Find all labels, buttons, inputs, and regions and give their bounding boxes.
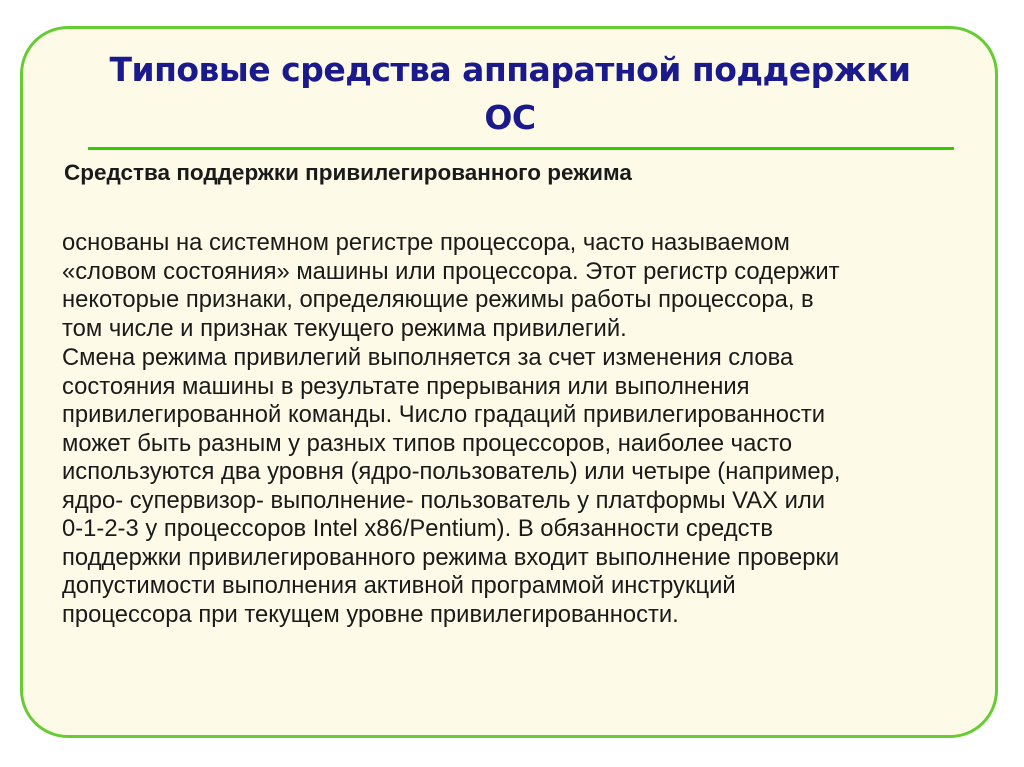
text-line: том числе и признак текущего режима привилегий.	[62, 314, 627, 342]
text-line: некоторые признаки, определяющие режимы работы процессора, в	[62, 286, 814, 313]
text-line: может быть разным у разных типов процессоров, наиболее часто	[62, 429, 793, 457]
title-line: ОС	[484, 98, 536, 137]
text-line: ядро- супервизор- выполнение- пользователь у платформы VAX или	[62, 486, 826, 514]
text-line: привилегированной команды. Число градаций привилегированности	[62, 401, 826, 428]
subtitle: Средства поддержки привилегированного режима	[64, 160, 632, 185]
text-line: состояния машины в результате прерывания или выполнения	[62, 372, 750, 400]
text-line: допустимости выполнения активной программой инструкций	[62, 572, 736, 599]
title-divider	[88, 147, 954, 150]
text-line: основаны на системном регистре процессора, часто называемом	[62, 229, 790, 256]
text-line: процессора при текущем уровне привилегированности.	[62, 600, 679, 628]
paragraph-1	[62, 229, 972, 343]
paragraph-2	[62, 344, 972, 629]
text-line: используются два уровня (ядро-пользователь) или четыре (например,	[62, 458, 841, 485]
text-line: 0-1-2-3 у процессоров Intel x86/Pentium). В обязанности средств	[62, 515, 774, 542]
title-line: Типовые средства аппаратной поддержки	[109, 50, 911, 89]
slide-title	[60, 46, 960, 142]
text-line: Смена режима привилегий выполняется за счет изменения слова	[62, 344, 794, 371]
text-line: «словом состояния» машины или процессора. Этот регистр содержит	[62, 257, 840, 285]
text-line: поддержки привилегированного режима входит выполнение проверки	[62, 543, 840, 571]
